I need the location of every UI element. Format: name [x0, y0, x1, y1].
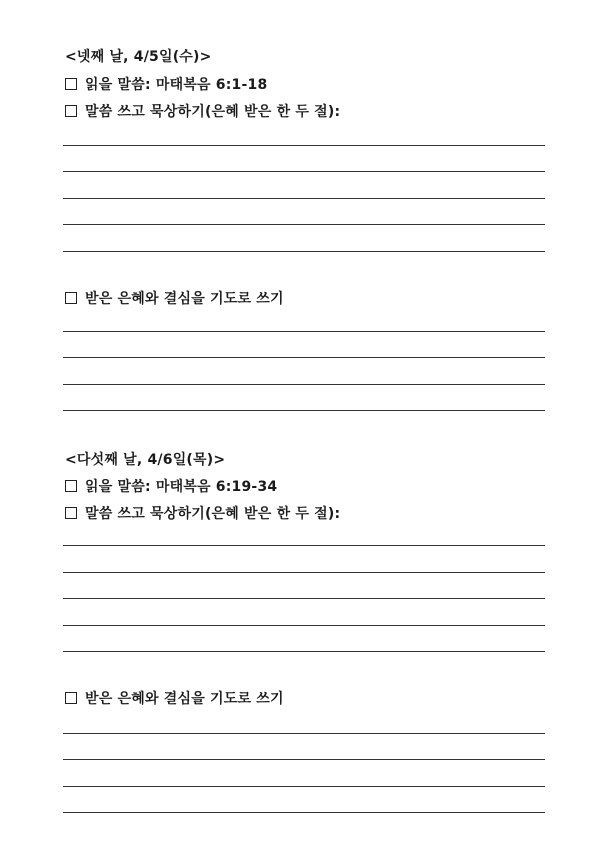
day4-meditation-writing-line-3[interactable]: [63, 198, 545, 199]
day4-heading: <넷째 날, 4/5일(수)>: [65, 49, 212, 65]
day4-reading-checkbox[interactable]: [65, 78, 77, 90]
day5-meditation-writing-line-4[interactable]: [63, 625, 545, 626]
day5-reading-label: 읽을 말씀: 마태복음 6:19-34: [85, 479, 278, 495]
day5-prayer-item: [65, 690, 284, 708]
day4-meditation-writing-line-4[interactable]: [63, 224, 545, 225]
day5-meditation-writing-line-3[interactable]: [63, 598, 545, 599]
day4-reading-label: 읽을 말씀: 마태복음 6:1-18: [85, 77, 268, 93]
day5-meditation-writing-line-5[interactable]: [63, 651, 545, 652]
day5-meditation-writing-line-2[interactable]: [63, 572, 545, 573]
day4-meditation-item: [65, 103, 340, 121]
day5-meditation-checkbox[interactable]: [65, 507, 77, 519]
day4-meditation-writing-line-2[interactable]: [63, 171, 545, 172]
day5-prayer-writing-line-3[interactable]: [63, 786, 545, 787]
day4-meditation-label: 말씀 쓰고 묵상하기(은혜 받은 한 두 절):: [85, 104, 341, 120]
day5-reading-item: [65, 478, 277, 496]
day4-prayer-item: [65, 290, 284, 308]
day5-meditation-label: 말씀 쓰고 묵상하기(은혜 받은 한 두 절):: [85, 506, 341, 522]
day5-prayer-writing-line-4[interactable]: [63, 812, 545, 813]
day4-prayer-writing-line-4[interactable]: [63, 410, 545, 411]
day5-prayer-writing-line-1[interactable]: [63, 733, 545, 734]
day5-meditation-writing-line-1[interactable]: [63, 545, 545, 546]
day5-prayer-writing-line-2[interactable]: [63, 759, 545, 760]
day5-prayer-label: 받은 은혜와 결심을 기도로 쓰기: [85, 691, 284, 707]
day5-meditation-item: [65, 505, 340, 523]
day4-reading-item: [65, 76, 267, 94]
day4-meditation-writing-line-5[interactable]: [63, 251, 545, 252]
day4-prayer-writing-line-3[interactable]: [63, 384, 545, 385]
day4-meditation-writing-line-1[interactable]: [63, 145, 545, 146]
day4-meditation-checkbox[interactable]: [65, 105, 77, 117]
day4-prayer-checkbox[interactable]: [65, 292, 77, 304]
day4-prayer-label: 받은 은혜와 결심을 기도로 쓰기: [85, 291, 284, 307]
day4-prayer-writing-line-2[interactable]: [63, 357, 545, 358]
day4-prayer-writing-line-1[interactable]: [63, 331, 545, 332]
day5-reading-checkbox[interactable]: [65, 480, 77, 492]
day5-heading: <다섯째 날, 4/6일(목)>: [65, 452, 226, 468]
day5-prayer-checkbox[interactable]: [65, 692, 77, 704]
